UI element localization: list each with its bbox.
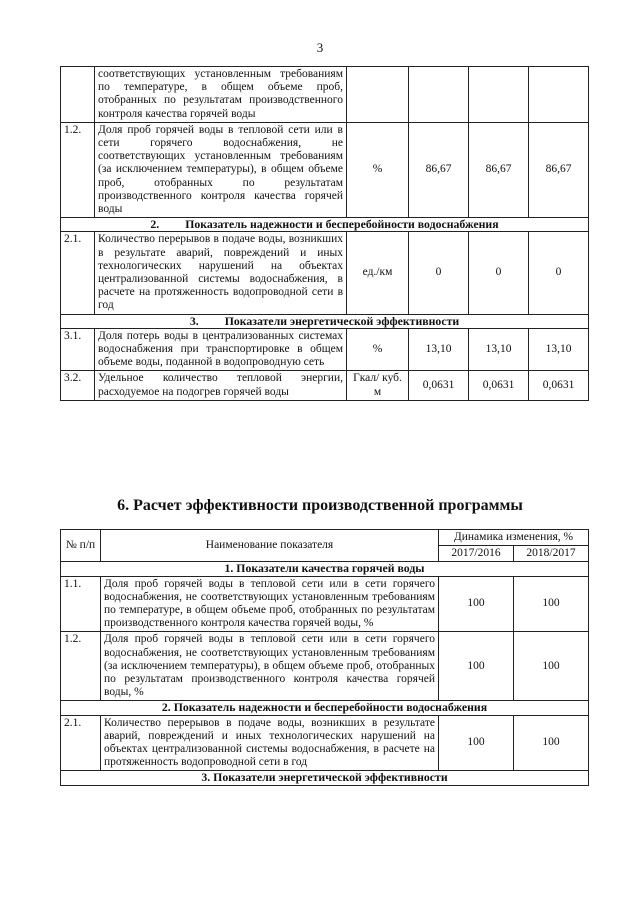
unit: Гкал/ куб. м — [347, 371, 409, 400]
value-2 — [469, 67, 529, 123]
value-1: 0,0631 — [409, 371, 469, 400]
unit — [347, 67, 409, 123]
section-row — [61, 562, 589, 576]
section-heading: 2. Показатель надежности и бесперебойности водоснабжения — [61, 701, 589, 715]
section-title: Показатели энергетической эффективности — [224, 313, 460, 328]
table-row — [61, 122, 589, 217]
value-3 — [529, 67, 589, 123]
unit: % — [347, 122, 409, 217]
value-2018-2017: 100 — [514, 632, 589, 701]
value-2: 86,67 — [469, 122, 529, 217]
header-name: Наименование показателя — [101, 530, 439, 562]
row-number: 1.2. — [61, 122, 95, 217]
value-2017-2016: 100 — [439, 715, 514, 771]
value-1: 13,10 — [409, 328, 469, 371]
indicator-name: Доля проб горячей воды в тепловой сети или в сети горячего водоснабжения, не соответствующих установленным требованиям по температуре, в общем объеме проб, отобранных по результатам производственного контроля качества горячей воды, % — [101, 576, 439, 632]
table-row — [61, 632, 589, 701]
value-2018-2017: 100 — [514, 576, 589, 632]
unit: ед./км — [347, 232, 409, 314]
indicator-name: Количество перерывов в подаче воды, возникших в результате аварий, повреждений и иных технологических нарушений на объектах централизованной системы водоснабжения, в расчете на протяженность водопроводной сети в год — [101, 715, 439, 771]
value-2: 0,0631 — [469, 371, 529, 400]
indicator-name: Удельное количество тепловой энергии, расходуемое на подогрев горячей воды — [95, 371, 347, 400]
header-num: № п/п — [61, 530, 101, 562]
header-col-2018-2017: 2018/2017 — [514, 546, 589, 562]
value-3: 13,10 — [529, 328, 589, 371]
value-1 — [409, 67, 469, 123]
section-heading: 3. Показатели энергетической эффективности — [61, 771, 589, 785]
efficiency-table — [60, 529, 589, 786]
indicator-name: соответствующих установленным требованиям по температуре, в общем объеме проб, отобранных по результатам производственного контроля качества горячей воды — [95, 67, 347, 123]
indicator-name: Количество перерывов в подаче воды, возникших в результате аварий, повреждений и иных технологических нарушений на объектах централизованной системы водоснабжения, в расчете на протяженность водопроводной сети в год — [95, 232, 347, 314]
indicator-name: Доля проб горячей воды в тепловой сети или в сети горячего водоснабжения, не соответствующих установленным требованиям (за исключением температуры), в общем объеме проб, отобранных по результатам производственного контроля качества горячей воды, % — [101, 632, 439, 701]
value-3: 0 — [529, 232, 589, 314]
table-row — [61, 328, 589, 371]
value-2017-2016: 100 — [439, 576, 514, 632]
section-6-title: 6. Расчет эффективности производственной программы — [117, 497, 523, 514]
section-row — [61, 771, 589, 785]
row-number: 1.1. — [61, 576, 101, 632]
value-1: 0 — [409, 232, 469, 314]
section-heading — [61, 218, 589, 232]
section-row — [61, 314, 589, 328]
unit: % — [347, 328, 409, 371]
value-2: 13,10 — [469, 328, 529, 371]
indicator-name: Доля проб горячей воды в тепловой сети или в сети горячего водоснабжения, не соответствующих установленным требованиям (за исключением температуры), в общем объеме проб, отобранных по результатам производственного контроля качества горячей воды — [95, 122, 347, 217]
table-row — [61, 715, 589, 771]
row-number: 1.2. — [61, 632, 101, 701]
section-row — [61, 701, 589, 715]
value-2: 0 — [469, 232, 529, 314]
value-3: 86,67 — [529, 122, 589, 217]
indicators-table — [60, 66, 589, 401]
row-number — [61, 67, 95, 123]
section-heading: 1. Показатели качества горячей воды — [61, 562, 589, 576]
value-3: 0,0631 — [529, 371, 589, 400]
indicator-name: Доля потерь воды в централизованных системах водоснабжения при транспортировке в общем объеме воды, поданной в водопроводную сеть — [95, 328, 347, 371]
value-1: 86,67 — [409, 122, 469, 217]
row-number: 2.1. — [61, 232, 95, 314]
value-2017-2016: 100 — [439, 632, 514, 701]
row-number: 3.2. — [61, 371, 95, 400]
section-number: 2. — [150, 217, 160, 232]
section-heading — [61, 314, 589, 328]
row-number: 2.1. — [61, 715, 101, 771]
row-number: 3.1. — [61, 328, 95, 371]
table-row — [61, 232, 589, 314]
section-row — [61, 218, 589, 232]
header-col-2017-2016: 2017/2016 — [439, 546, 514, 562]
page-number: 3 — [316, 40, 324, 55]
section-title: Показатель надежности и бесперебойности водоснабжения — [185, 217, 499, 232]
value-2018-2017: 100 — [514, 715, 589, 771]
section-number: 3. — [189, 313, 199, 328]
table-row — [61, 371, 589, 400]
table-row — [61, 576, 589, 632]
header-dynamics: Динамика изменения, % — [439, 530, 589, 546]
table-row — [61, 67, 589, 123]
